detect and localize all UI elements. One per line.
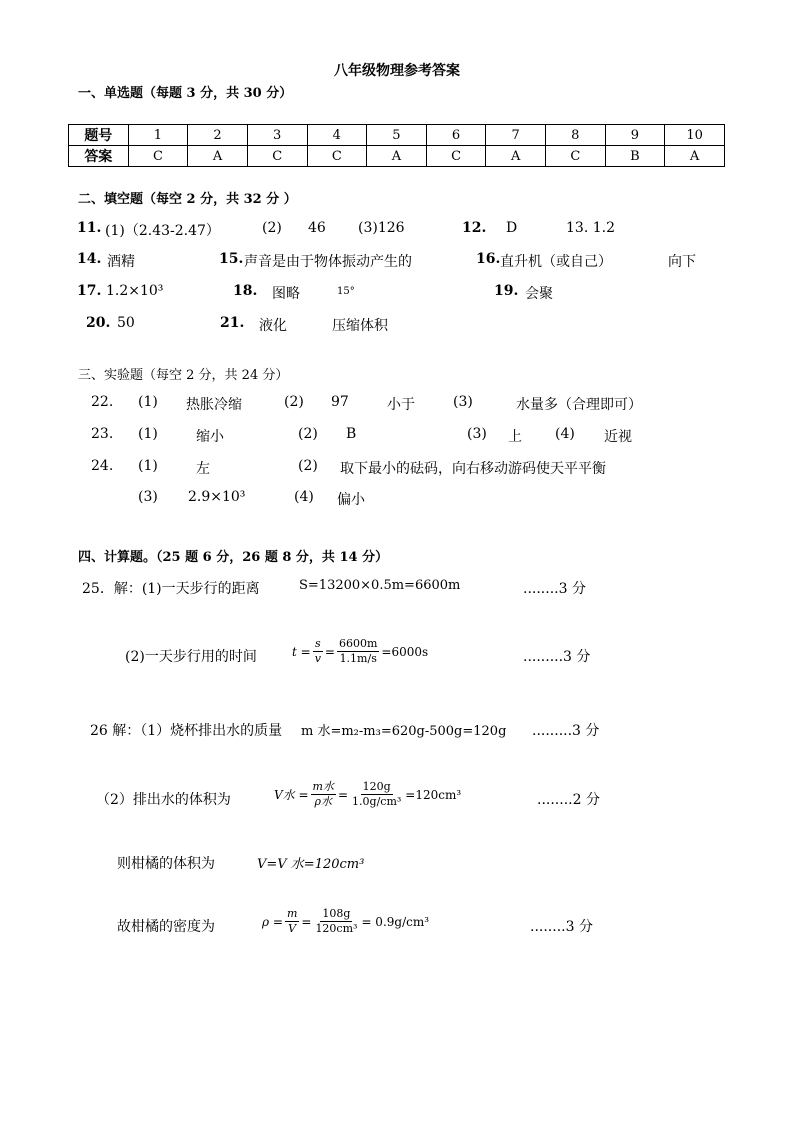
- calc-formula: V=V 水=120cm³: [257, 857, 365, 872]
- calc-label: 故柑橘的密度为: [117, 919, 215, 935]
- fraction-numerator: 6600m: [338, 637, 378, 650]
- answer-text: 左: [196, 461, 210, 477]
- fraction-denominator: 1.0g/cm³: [352, 795, 402, 808]
- table-cell: 4: [307, 125, 367, 146]
- answer-text: (3): [453, 394, 473, 410]
- formula-rhs: = 0.9g/cm³: [361, 914, 430, 929]
- table-cell: 7: [486, 125, 546, 146]
- table-cell: C: [307, 146, 367, 167]
- answer-text: (1): [138, 394, 158, 410]
- question-number: 23.: [91, 426, 114, 442]
- fraction-numerator: m水: [312, 780, 334, 793]
- answer-text: 会聚: [525, 286, 553, 302]
- fraction-numerator: 108g: [322, 907, 351, 920]
- answer-text: (1): [138, 458, 158, 474]
- score-text: ........2 分: [537, 792, 600, 808]
- table-cell: 8: [546, 125, 606, 146]
- formula-volume: V水 = $\frac{\text{m水}}{\text{ρ水}}$ = $\frac{120g}{\text{1.0g/cm³}}$ =120cm³: [274, 780, 462, 808]
- formula-lhs: V水 =: [274, 788, 309, 802]
- answer-text: 小于: [387, 397, 415, 413]
- answer-text: 缩小: [196, 429, 224, 445]
- page-title: 八年级物理参考答案: [334, 63, 460, 79]
- table-cell: C: [546, 146, 606, 167]
- fraction-denominator: v: [314, 652, 321, 665]
- calc-label: 则柑橘的体积为: [117, 856, 215, 872]
- formula-time: t = $\frac{s}{v}$ = $\frac{6600m}{1.1m/s}$ =6000s: [292, 637, 429, 665]
- formula-density: ρ = $\frac{m}{V}$ = $\frac{108g}{\text{120cm³}}$ = 0.9g/cm³: [262, 907, 430, 935]
- table-row-answers: [69, 146, 725, 167]
- table-cell: C: [247, 146, 307, 167]
- formula-rhs: =120cm³: [405, 787, 462, 802]
- score-text: ........3 分: [530, 919, 593, 935]
- answer-text: 水量多（合理即可）: [516, 397, 642, 413]
- section2-heading: 二、填空题（每空 2 分，共 32 分 ）: [78, 192, 297, 207]
- table-cell: 1: [128, 125, 188, 146]
- answer-text: 取下最小的砝码，向右移动游码使天平平衡: [340, 461, 606, 477]
- question-number: 16.: [476, 251, 501, 267]
- answer-text: B: [346, 426, 357, 442]
- table-cell: A: [665, 146, 725, 167]
- answer-text: (1)（2.43-2.47）: [105, 223, 220, 239]
- score-text: .........3 分: [523, 649, 591, 665]
- answer-text: 1.2×10³: [106, 283, 164, 299]
- answer-text: D: [506, 220, 518, 236]
- answer-text: 热胀冷缩: [186, 397, 242, 413]
- table-cell: 6: [426, 125, 486, 146]
- answer-text: 13. 1.2: [566, 220, 615, 236]
- answer-text: 向下: [668, 254, 696, 270]
- answer-text: 酒精: [107, 254, 135, 270]
- section1-heading: 一、单选题（每题 3 分，共 30 分）: [78, 86, 293, 101]
- fraction: [313, 907, 359, 936]
- calc-label: （2）排出水的体积为: [96, 792, 231, 808]
- fraction-denominator: ρ水: [314, 795, 332, 808]
- answer-text: (3)126: [358, 220, 405, 236]
- answer-text: (2): [262, 220, 282, 236]
- table-cell: 2: [188, 125, 248, 146]
- answer-text: (2): [284, 394, 304, 410]
- answer-text: 97: [331, 394, 349, 410]
- answer-text: (3): [467, 426, 487, 442]
- table-cell: A: [486, 146, 546, 167]
- answer-text: 上: [508, 429, 522, 445]
- answer-text: 近视: [604, 429, 632, 445]
- formula-rhs: =6000s: [381, 644, 429, 659]
- answer-text: 液化: [259, 318, 287, 334]
- fraction: [285, 907, 299, 936]
- table-cell: 9: [605, 125, 665, 146]
- answer-text: (2): [298, 458, 318, 474]
- calc-label: (2)一天步行用的时间: [125, 649, 257, 665]
- question-number: 14.: [77, 251, 102, 267]
- table-cell: 3: [247, 125, 307, 146]
- fraction-denominator: 1.1m/s: [339, 652, 377, 665]
- answer-text: 直升机（或自己）: [500, 254, 612, 270]
- section3-heading: 三、实验题（每空 2 分，共 24 分）: [78, 368, 289, 383]
- calc-formula: S=13200×0.5m=6600m: [299, 578, 461, 593]
- fraction-numerator: m: [286, 907, 298, 920]
- table-cell: 5: [367, 125, 427, 146]
- table-cell: C: [128, 146, 188, 167]
- answer-text: 2.9×10³: [188, 489, 246, 505]
- question-number: 21.: [220, 315, 245, 331]
- table-row-label: 答案: [69, 146, 129, 167]
- answer-text: 压缩体积: [332, 318, 388, 334]
- score-text: ........3 分: [523, 581, 586, 597]
- question-number: 17.: [77, 283, 102, 299]
- question-number: 20.: [86, 315, 111, 331]
- fraction-numerator: 120g: [362, 780, 391, 793]
- question-number: 12.: [462, 220, 487, 236]
- table-cell: A: [367, 146, 427, 167]
- fraction: [350, 780, 403, 809]
- fraction: [337, 637, 379, 666]
- table-cell: 10: [665, 125, 725, 146]
- calc-label: 25．解：(1)一天步行的距离: [82, 581, 260, 597]
- score-text: .........3 分: [532, 723, 600, 739]
- answer-text: (2): [298, 426, 318, 442]
- question-number: 18.: [233, 283, 258, 299]
- calc-formula: m 水=m₂-m₃=620g-500g=120g: [301, 724, 507, 739]
- calc-label: 26 解：（1）烧杯排出水的质量: [90, 723, 283, 739]
- question-number: 22.: [91, 394, 114, 410]
- answer-text: 偏小: [337, 492, 365, 508]
- answer-text: (3): [138, 489, 158, 505]
- answer-table: [68, 124, 725, 167]
- table-cell: A: [188, 146, 248, 167]
- answer-text: (4): [294, 489, 314, 505]
- answer-text: 15°: [337, 286, 355, 297]
- table-cell: C: [426, 146, 486, 167]
- fraction: [311, 780, 336, 809]
- answer-text: 46: [308, 220, 326, 236]
- question-number: 24.: [91, 458, 114, 474]
- fraction-denominator: V: [288, 922, 297, 935]
- answer-text: 50: [117, 315, 135, 331]
- fraction-denominator: 120cm³: [315, 922, 358, 935]
- question-number: 11.: [77, 220, 102, 236]
- section4-heading: 四、计算题。（25 题 6 分，26 题 8 分，共 14 分）: [78, 550, 389, 565]
- fraction-numerator: s: [314, 637, 321, 650]
- answer-text: 声音是由于物体振动产生的: [244, 254, 412, 270]
- question-number: 15.: [219, 251, 244, 267]
- fraction: [313, 637, 323, 666]
- table-cell: B: [605, 146, 665, 167]
- formula-lhs: ρ =: [262, 914, 283, 929]
- table-row-label: 题号: [69, 125, 129, 146]
- formula-lhs: t =: [292, 644, 311, 659]
- answer-text: (1): [138, 426, 158, 442]
- answer-text: 图略: [272, 286, 300, 302]
- question-number: 19.: [494, 283, 519, 299]
- table-row-numbers: [69, 125, 725, 146]
- answer-text: (4): [555, 426, 575, 442]
